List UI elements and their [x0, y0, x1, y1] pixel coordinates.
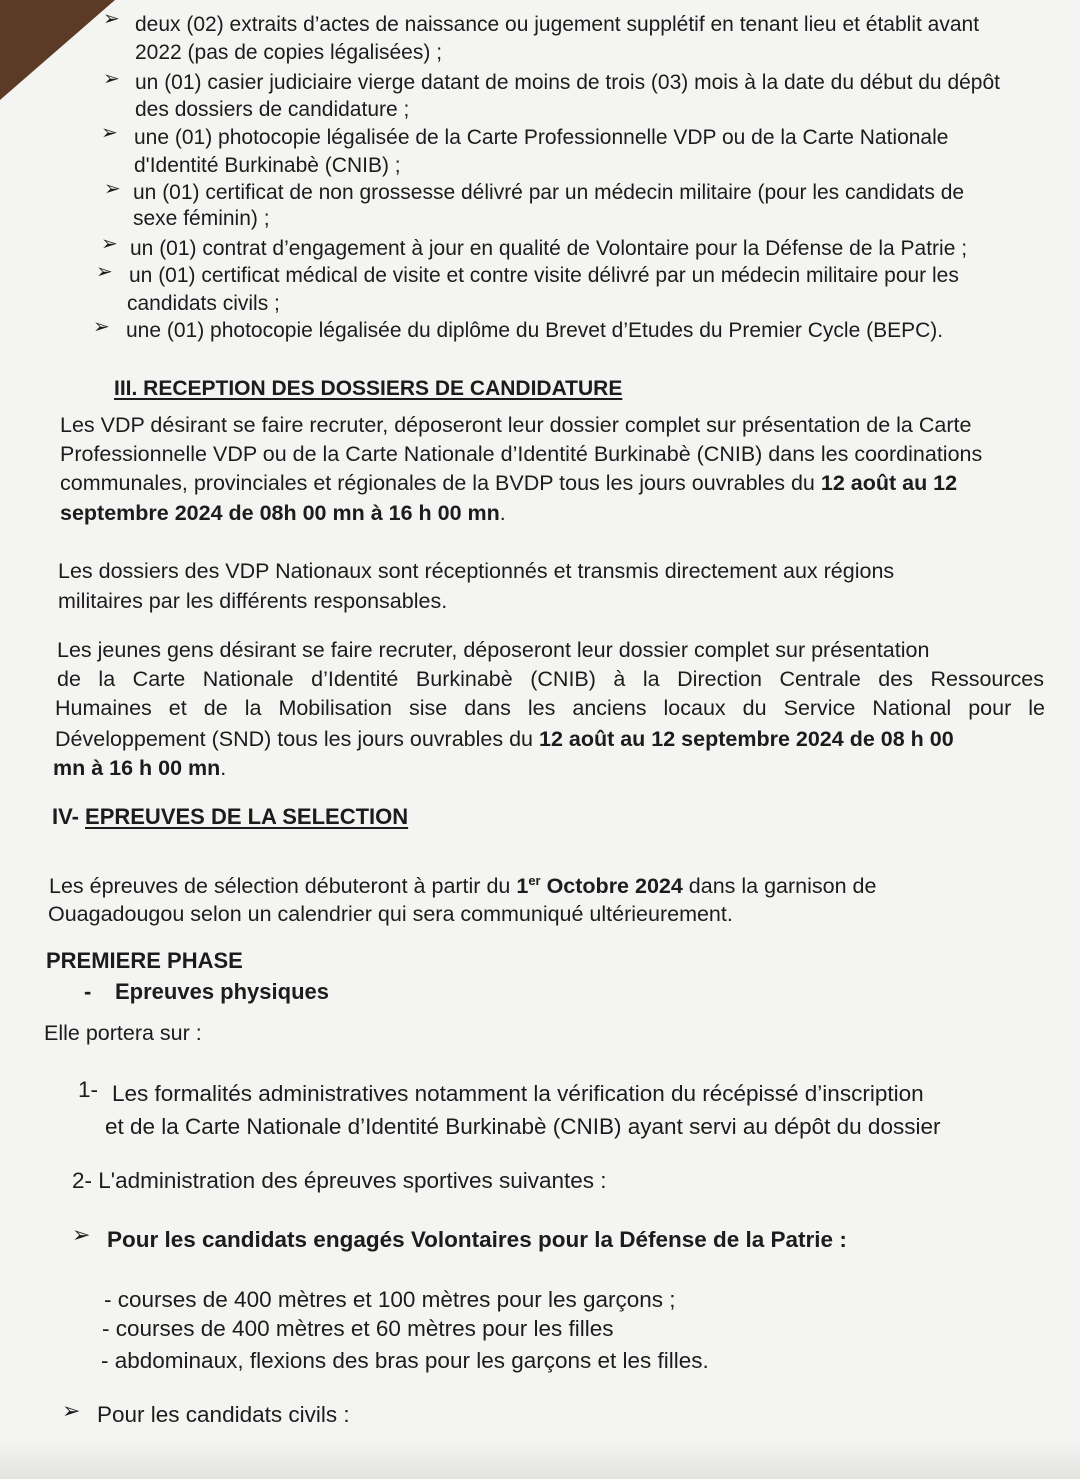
paragraph-line: Ouagadougou selon un calendrier qui sera communiqué ultérieurement.: [48, 902, 733, 926]
list-item: une (01) photocopie légalisée de la Carte Professionnelle VDP ou de la Carte Nationale: [134, 126, 949, 149]
phase-subtitle: Epreuves physiques: [115, 979, 329, 1004]
bullet-arrow-icon: ➢: [96, 261, 113, 283]
list-item: - abdominaux, flexions des bras pour les garçons et les filles.: [101, 1348, 709, 1373]
paragraph-line: Professionnelle VDP ou de la Carte Nationale d’Identité Burkinabè (CNIB) dans les coordinations: [60, 442, 983, 466]
dash-marker: -: [84, 979, 92, 1004]
phase-title: PREMIERE PHASE: [46, 948, 243, 973]
paragraph-text: Les épreuves de sélection débuteront à partir du: [49, 874, 517, 899]
paragraph-line: Les dossiers des VDP Nationaux sont réceptionnés et transmis directement aux régions: [58, 559, 895, 583]
page-corner-shadow: [0, 0, 115, 100]
list-item-continuation: sexe féminin) ;: [133, 207, 270, 230]
paragraph-line: [60, 500, 506, 526]
list-item: 2- L'administration des épreuves sportives suivantes :: [72, 1168, 607, 1193]
date-bold: Octobre 2024: [540, 874, 683, 899]
paragraph-line: de la Carte Nationale d’Identité Burkinabè (CNIB) à la Direction Centrale des Ressources: [57, 667, 1044, 691]
paragraph-line: Elle portera sur :: [44, 1021, 202, 1045]
paragraph-text: .: [499, 501, 506, 525]
list-item-continuation: des dossiers de candidature ;: [135, 98, 410, 121]
date-range-bold: mn à 16 h 00 mn: [53, 756, 221, 780]
paragraph-line: [53, 755, 226, 781]
list-item-continuation: d'Identité Burkinabè (CNIB) ;: [134, 154, 401, 177]
paragraph-line: [60, 470, 957, 496]
paragraph-text: .: [220, 756, 227, 780]
list-item: - courses de 400 mètres et 60 mètres pour les filles: [102, 1316, 614, 1341]
ordinal-superscript: er: [528, 873, 541, 888]
list-number: 1-: [78, 1077, 99, 1102]
list-item: un (01) casier judiciaire vierge datant de moins de trois (03) mois à la date du début du dépôt: [135, 71, 1000, 94]
list-item: un (01) certificat de non grossesse délivré par un médecin militaire (pour les candidats de: [133, 181, 965, 204]
paragraph-line: [55, 726, 954, 752]
paragraph-line: Les jeunes gens désirant se faire recruter, déposeront leur dossier complet sur présentation: [57, 638, 930, 662]
bullet-arrow-icon: ➢: [62, 1398, 81, 1423]
bullet-arrow-icon: ➢: [72, 1222, 91, 1247]
date-range-bold: 12 août au 12: [820, 471, 958, 495]
list-item-continuation: 2022 (pas de copies légalisées) ;: [135, 41, 443, 64]
section-heading: [52, 804, 408, 830]
paragraph-line: [49, 868, 876, 899]
heading-number: IV-: [52, 804, 86, 829]
paragraph-text: Développement (SND) tous les jours ouvrables du: [55, 727, 539, 751]
bullet-arrow-icon: ➢: [103, 8, 120, 30]
list-item: Les formalités administratives notamment la vérification du récépissé d’inscription: [112, 1081, 924, 1106]
paragraph-line: Les VDP désirant se faire recruter, déposeront leur dossier complet sur présentation de la Carte: [60, 413, 972, 437]
list-item: - courses de 400 mètres et 100 mètres pour les garçons ;: [104, 1287, 676, 1312]
heading-title: EPREUVES DE LA SELECTION: [85, 804, 409, 829]
list-item: un (01) contrat d’engagement à jour en qualité de Volontaire pour la Défense de la Patrie ;: [130, 237, 968, 260]
paragraph-line: Humaines et de la Mobilisation sise dans les anciens locaux du Service National pour le: [55, 696, 1045, 720]
bullet-arrow-icon: ➢: [101, 233, 118, 255]
list-item: une (01) photocopie légalisée du diplôme du Brevet d’Etudes du Premier Cycle (BEPC).: [126, 319, 944, 342]
page-bottom-shadow: [0, 1439, 1080, 1479]
subsection-heading: Pour les candidats civils :: [97, 1402, 350, 1427]
list-item: un (01) certificat médical de visite et contre visite délivré par un médecin militaire pour les: [129, 264, 959, 287]
paragraph-line: militaires par les différents responsables.: [58, 589, 448, 613]
bullet-arrow-icon: ➢: [103, 68, 120, 90]
date-range-bold: septembre 2024 de 08h 00 mn à 16 h 00 mn: [60, 501, 500, 525]
subsection-heading: Pour les candidats engagés Volontaires pour la Défense de la Patrie :: [107, 1227, 847, 1252]
list-item-continuation: et de la Carte Nationale d’Identité Burkinabè (CNIB) ayant servi au dépôt du dossier: [105, 1114, 941, 1139]
paragraph-text: dans la garnison de: [682, 874, 877, 899]
bullet-arrow-icon: ➢: [93, 316, 110, 338]
paragraph-text: communales, provinciales et régionales de la BVDP tous les jours ouvrables du: [60, 471, 821, 495]
bullet-arrow-icon: ➢: [104, 178, 121, 200]
date-range-bold: 12 août au 12 septembre 2024 de 08 h 00: [538, 727, 954, 751]
list-item: deux (02) extraits d’actes de naissance ou jugement supplétif en tenant lieu et établit avant: [135, 13, 980, 36]
section-heading: III. RECEPTION DES DOSSIERS DE CANDIDATURE: [114, 377, 623, 400]
date-bold: 1: [516, 874, 529, 899]
list-item-continuation: candidats civils ;: [127, 292, 280, 315]
bullet-arrow-icon: ➢: [101, 122, 118, 144]
